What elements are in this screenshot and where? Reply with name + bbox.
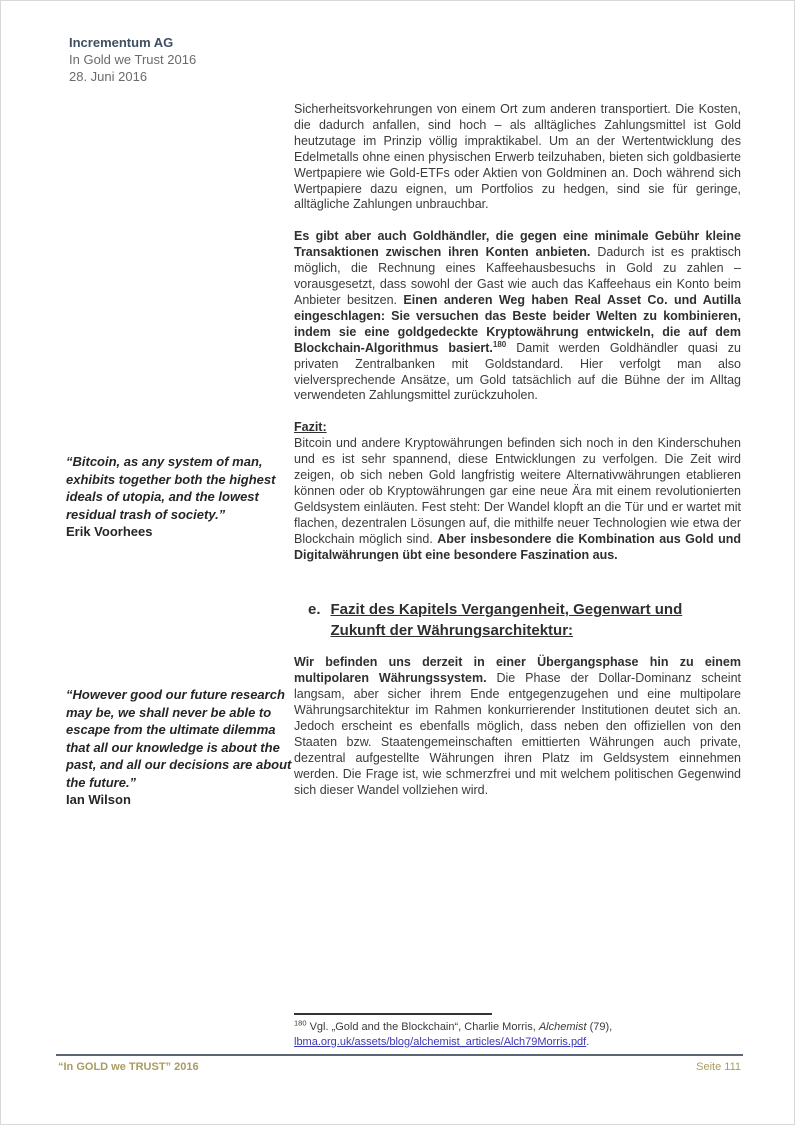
footnote: [294, 1013, 741, 1049]
margin-quote-future: [66, 686, 292, 809]
footnote-journal: Alchemist: [538, 1021, 587, 1033]
bold-run: Aber insbesondere die Kombination aus Gold und Digitalwährungen übt eine besondere Faszination aus.: [294, 531, 741, 562]
footnote-ref-marker: 180: [492, 339, 507, 349]
body-column: [294, 102, 741, 815]
footer-separator: [56, 1054, 743, 1056]
footer-page-number: Seite 111: [696, 1061, 741, 1073]
heading-text: Fazit des Kapitels Vergangenheit, Gegenwart und Zukunft der Währungsarchitektur:: [330, 601, 683, 640]
page-footer: [58, 1061, 741, 1073]
text-run: Die Phase der Dollar-Dominanz scheint langsam, aber sicher ihrem Ende entgegenzugehen und eine multipolare Währungsarchitektur im Rahmen konkurrierender Institutionen deutet sich an. Jedoch erscheint es ebenfalls möglich, dass neben den offiziellen von den Staaten bzw. Staatengemeinschaften emittierten Währungen auch private, dezentral aufgestellte Währungen ihren Platz im Geldsystem einnehmen werden. Die Frage ist, wie schmerzfrei und mit welchem politischen Gegenwind sich dieser Wandel vollziehen wird.: [294, 671, 741, 797]
bold-run: Wir befinden uns derzeit in einer Übergangsphase hin zu einem multipolaren Währungssystem.: [294, 655, 741, 686]
report-title: In Gold we Trust 2016: [69, 52, 197, 67]
quote-text: “However good our future research may be, we shall never be able to escape from the ultimate dilemma that all our knowledge is about the past, and all our decisions are about the future.”: [66, 687, 292, 790]
text-run: Dadurch ist es praktisch möglich, die Rechnung eines Kaffeehausbesuchs in Gold zu zahlen – vorausgesetzt, dass sowohl der Gast wie auch das Kaffeehaus ein Konto beim Anbieter besitzen.: [294, 245, 741, 307]
quote-author: Ian Wilson: [66, 792, 131, 807]
footnote-number: 180: [294, 1018, 307, 1028]
heading-list-marker: e.: [308, 601, 321, 619]
footer-report-title: “In GOLD we TRUST” 2016: [58, 1061, 199, 1073]
quote-text: “Bitcoin, as any system of man, exhibits together both the highest ideals of utopia, and the lowest residual trash of society.”: [66, 454, 276, 522]
fazit-block: [294, 420, 741, 563]
quote-author: Erik Voorhees: [66, 524, 153, 539]
footnote-period: .: [586, 1035, 590, 1048]
footnote-text: [294, 1020, 741, 1049]
footnote-link[interactable]: lbma.org.uk/assets/blog/alchemist_articles/Alch79Morris.pdf: [294, 1035, 587, 1048]
text-run: Bitcoin und andere Kryptowährungen befinden sich noch in den Kinderschuhen und es ist sehr spannend, diese Entwicklungen zu verfolgen. Die Zeit wird zeigen, ob sich neben Gold langfristig weitere Alternativwährungen etablieren können oder ob Kryptowährungen gar eine neue Ära mit einem revolutionierten Geldsystem einläuten. Fest steht: Der Wandel klopft an die Tür und er wartet mit flachen, dezentralen Lösungen auf, die mithilfe neuer Technologien wie etwa der Blockchain möglich sind.: [294, 436, 741, 546]
footnote-separator: [294, 1013, 492, 1015]
fazit-label: Fazit:: [294, 420, 327, 435]
bold-run: Einen anderen Weg haben Real Asset Co. und Autilla eingeschlagen: Sie versuchen das Beste beider Welten zu kombinieren, indem sie eine goldgedeckte Kryptowährung entwickeln, die auf dem Blockchain-Algorithmus basiert.: [294, 292, 741, 355]
footnote-citation: Vgl. „Gold and the Blockchain“, Charlie Morris,: [309, 1021, 539, 1033]
section-heading: [308, 599, 741, 641]
paragraph-gold-transport: [294, 102, 741, 213]
report-date: 28. Juni 2016: [69, 69, 148, 84]
paragraph-uebergangsphase: [294, 655, 741, 798]
margin-quote-bitcoin: [66, 453, 292, 541]
paragraph-goldhaendler: [294, 229, 741, 404]
footnote-citation-end: (79),: [586, 1021, 613, 1033]
text-run: Damit werden Goldhändler quasi zu privaten Zentralbanken mit Goldstandard. Hier verfolgt man also vielversprechende Ansätze, um Gold tatsächlich auf die Bühne der im Alltag verwendeten Zahlungsmittel zurückzuholen.: [294, 340, 741, 403]
bold-run: Es gibt aber auch Goldhändler, die gegen eine minimale Gebühr kleine Transaktionen zwischen ihren Konten anbieten.: [294, 229, 741, 260]
report-header: [69, 34, 196, 85]
company-name: Incrementum AG: [69, 35, 174, 50]
paragraph-text: Sicherheitsvorkehrungen von einem Ort zum anderen transportiert. Die Kosten, die dadurch anfallen, sind hoch – als alltägliches Zahlungsmittel ist Gold heutzutage im Prinzip völlig impraktikabel. Um an der Wertentwicklung des Edelmetalls ohne einen physischen Erwerb teilzuhaben, bieten sich goldbasierte Wertpapiere wie Gold-ETFs oder Aktien von Goldminen an. Doch während sich Wertpapiere dazu eignen, um Portfolios zu hedgen, sind sie für geringe, alltägliche Zahlungen unbrauchbar.: [294, 102, 741, 212]
